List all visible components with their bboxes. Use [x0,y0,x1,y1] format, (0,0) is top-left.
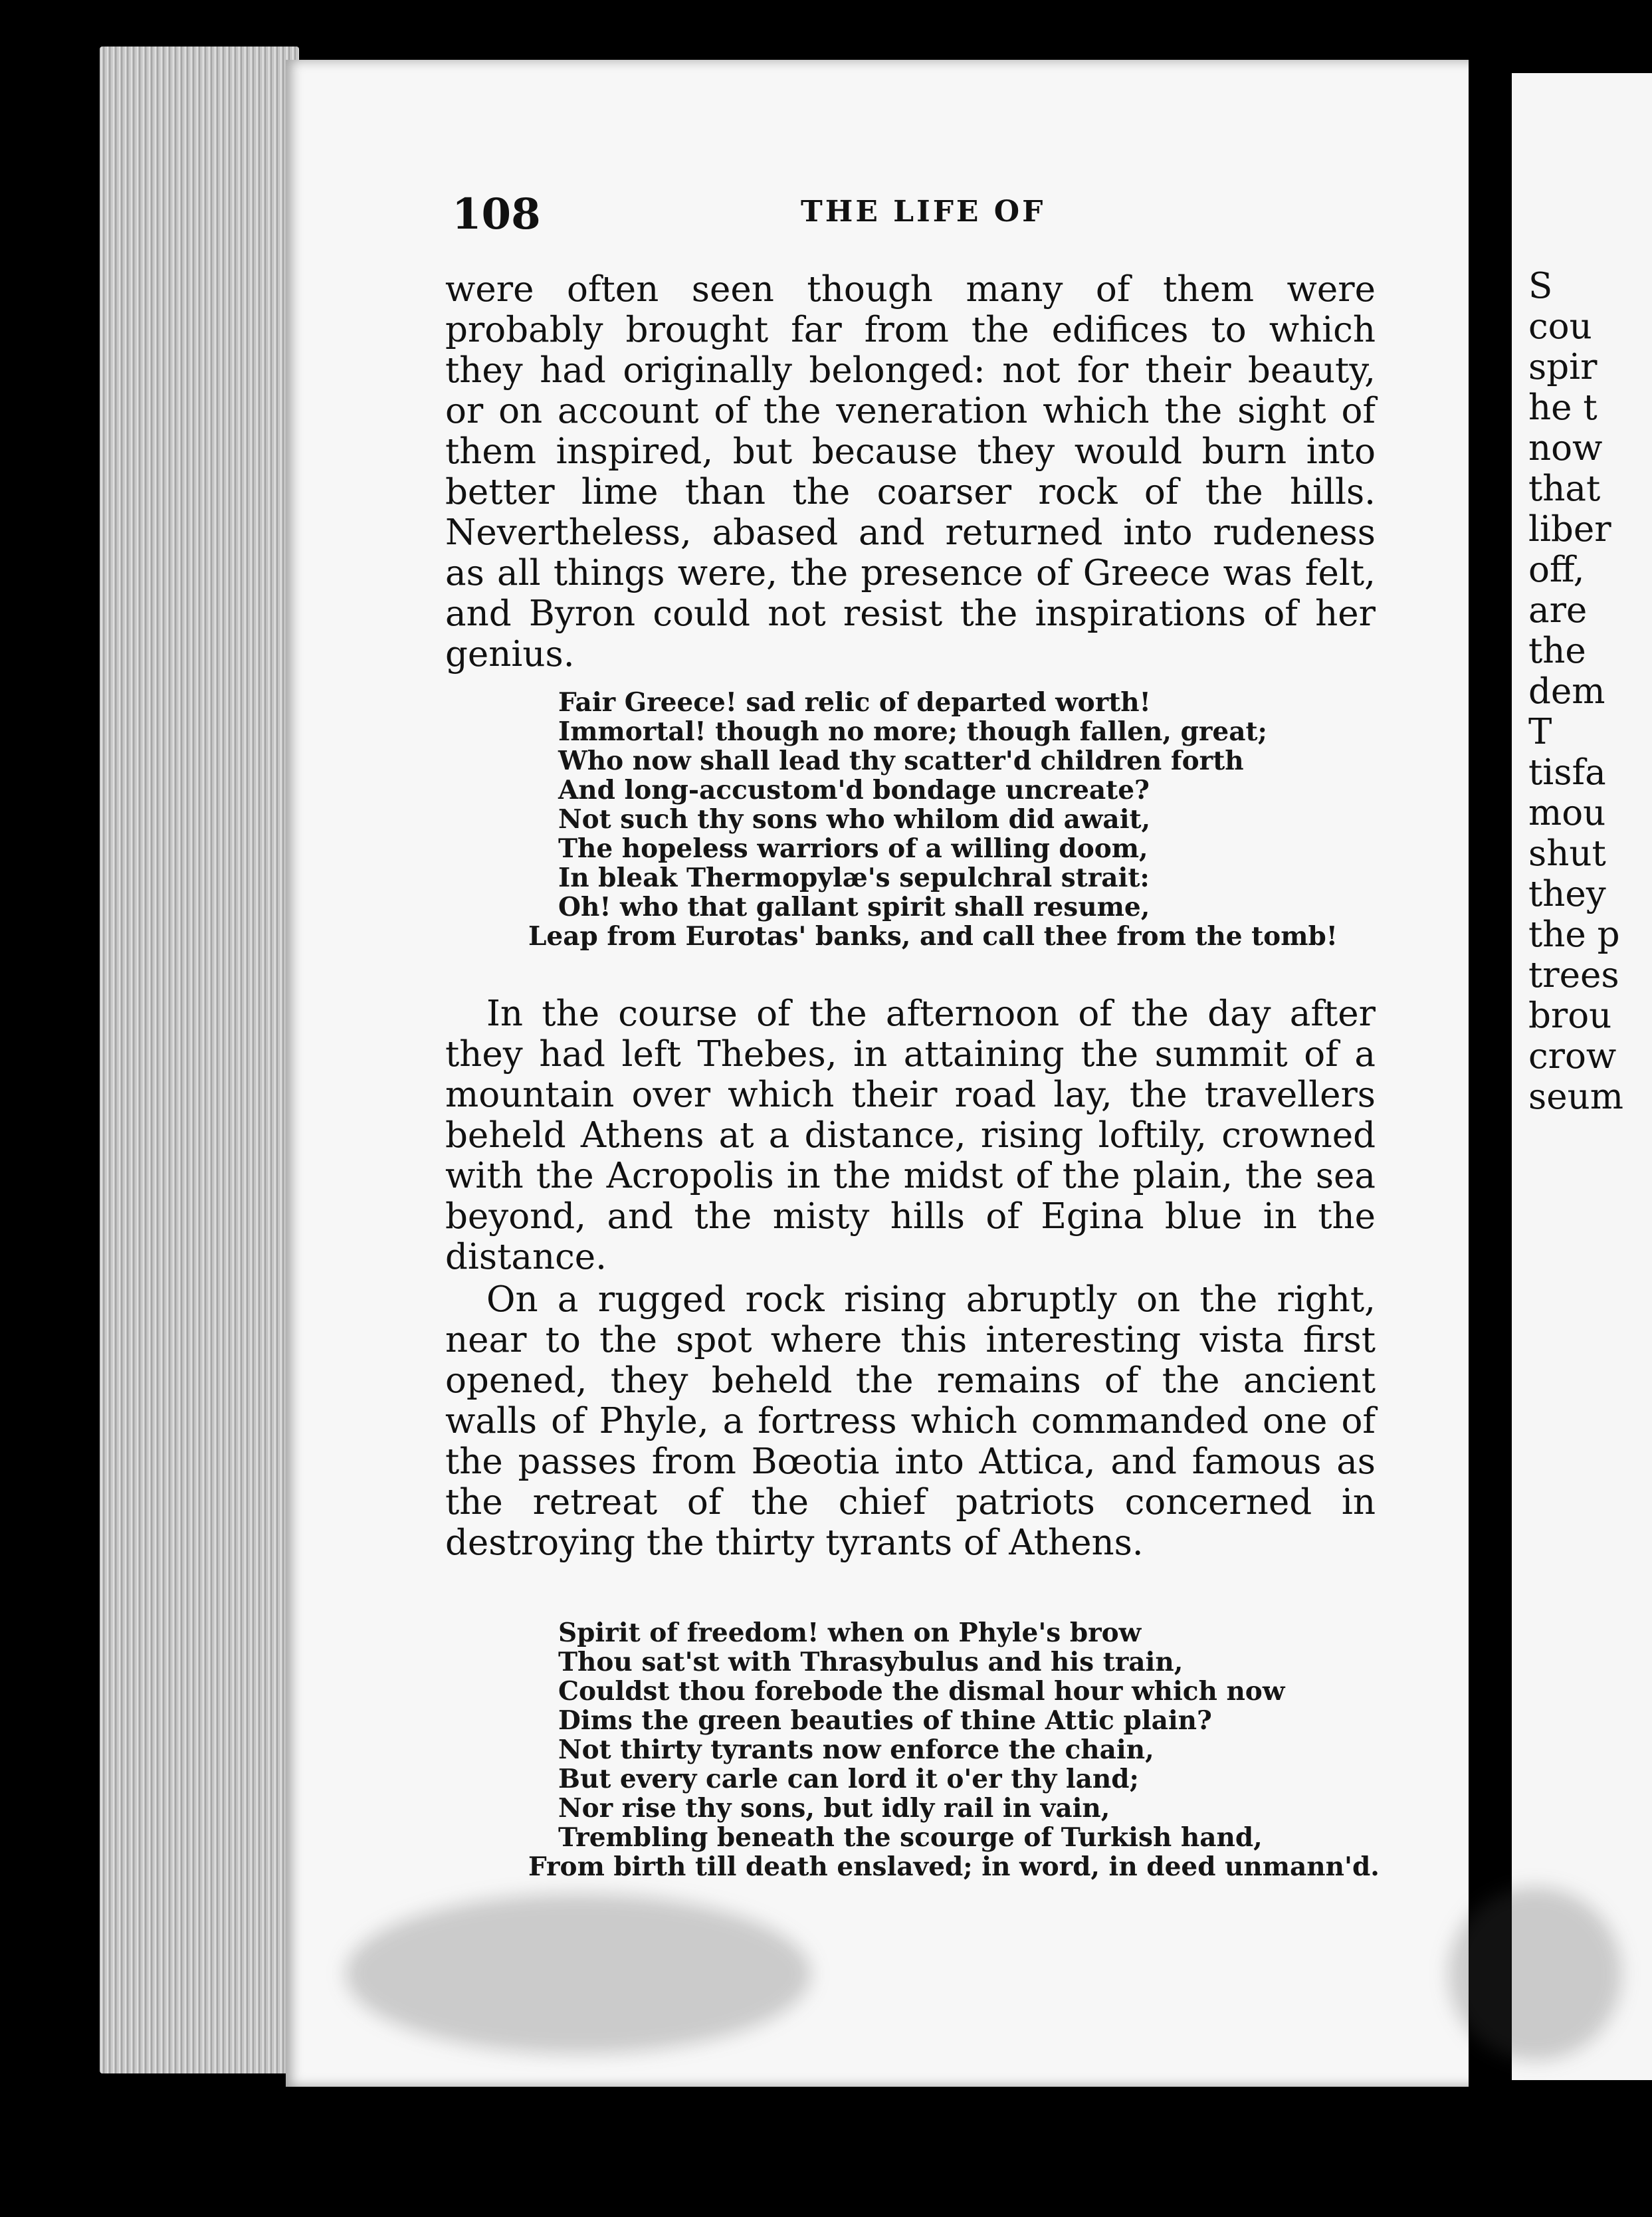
right-fragment: that [1528,469,1601,509]
right-fragment: liber [1528,509,1611,550]
verse-line: Not such thy sons who whilom did await, [558,804,1151,835]
verse-line: Thou sat'st with Thrasybulus and his train, [558,1647,1184,1677]
right-fragment: crow [1528,1036,1617,1077]
verse-line: Immortal! though no more; though fallen, great; [558,716,1267,747]
right-page-text-fragments [1528,266,1623,1117]
right-fragment: S [1528,266,1553,306]
verse-line: Spirit of freedom! when on Phyle's brow [558,1618,1142,1648]
verse-line: Not thirty tyrants now enforce the chain, [558,1735,1154,1765]
right-fragment: brou [1528,996,1612,1036]
right-fragment: dem [1528,671,1605,712]
book-page-edges [100,47,299,2073]
page-number: 108 [452,189,541,239]
page-stain [346,1894,811,2054]
right-fragment: are [1528,590,1588,631]
right-fragment: seum [1528,1077,1623,1117]
verse-line: The hopeless warriors of a willing doom, [558,833,1148,864]
verse-line: Couldst thou forebode the dismal hour which now [558,1676,1285,1707]
right-fragment: shut [1528,833,1606,874]
right-fragment: now [1528,428,1603,469]
running-head: THE LIFE OF [801,195,1046,229]
paragraph-3: On a rugged rock rising abruptly on the right, near to the spot where this interesting vista first opened, they beheld the remains of the ancient walls of Phyle, a fortress which commanded one of the passes from Bœotia into Attica, and famous as the retreat of the chief patriots concerned in destroying the thirty tyrants of Athens. [445,1279,1376,1563]
right-fragment: off, [1528,550,1585,590]
verse-line: And long-accustom'd bondage uncreate? [558,775,1150,805]
right-fragment: T [1528,712,1552,752]
paragraph-2: In the course of the afternoon of the day after they had left Thebes, in attaining the summit of a mountain over which their road lay, the travellers beheld Athens at a distance, rising loftily, crowned with the Acropolis in the midst of the plain, the sea beyond, and the misty hills of Egina blue in the distance. [445,994,1376,1277]
verse-block-1 [528,687,1342,952]
verse-line: Fair Greece! sad relic of departed worth! [558,687,1151,718]
right-fragment: tisfa [1528,752,1606,793]
page-header [452,189,1376,249]
right-fragment: spir [1528,347,1598,387]
right-fragment: the p [1528,914,1620,955]
page-stain [1449,1887,1621,2060]
verse-line: Leap from Eurotas' banks, and call thee from the tomb! [528,921,1338,952]
verse-line: Dims the green beauties of thine Attic plain? [558,1705,1212,1736]
right-fragment: the [1528,631,1586,671]
right-fragment: he t [1528,387,1598,428]
verse-line: In bleak Thermopylæ's sepulchral strait: [558,863,1150,893]
verse-line: Nor rise thy sons, but idly rail in vain, [558,1793,1110,1824]
verse-line: But every carle can lord it o'er thy land; [558,1764,1139,1794]
right-book-page [1512,73,1652,2080]
right-fragment: trees [1528,955,1619,996]
right-fragment: mou [1528,793,1606,833]
book-gutter [1469,60,1515,2087]
verse-line: Oh! who that gallant spirit shall resume, [558,892,1150,922]
paragraph-1: were often seen though many of them were probably brought far from the edifices to which they had originally belonged: not for their beauty, or on account of the veneration which the sight of them inspired, but because they would burn into better lime than the coarser rock of the hills. Nevertheless, abased and returned into rudeness as all things were, the presence of Greece was felt, and Byron could not resist the inspirations of her genius. [445,269,1376,675]
verse-block-2 [528,1618,1380,1882]
verse-line: Trembling beneath the scourge of Turkish hand, [558,1822,1263,1853]
verse-line: Who now shall lead thy scatter'd children forth [558,746,1244,776]
right-fragment: they [1528,874,1606,914]
verse-line: From birth till death enslaved; in word, in deed unmann'd. [528,1851,1380,1882]
right-fragment: cou [1528,306,1592,347]
